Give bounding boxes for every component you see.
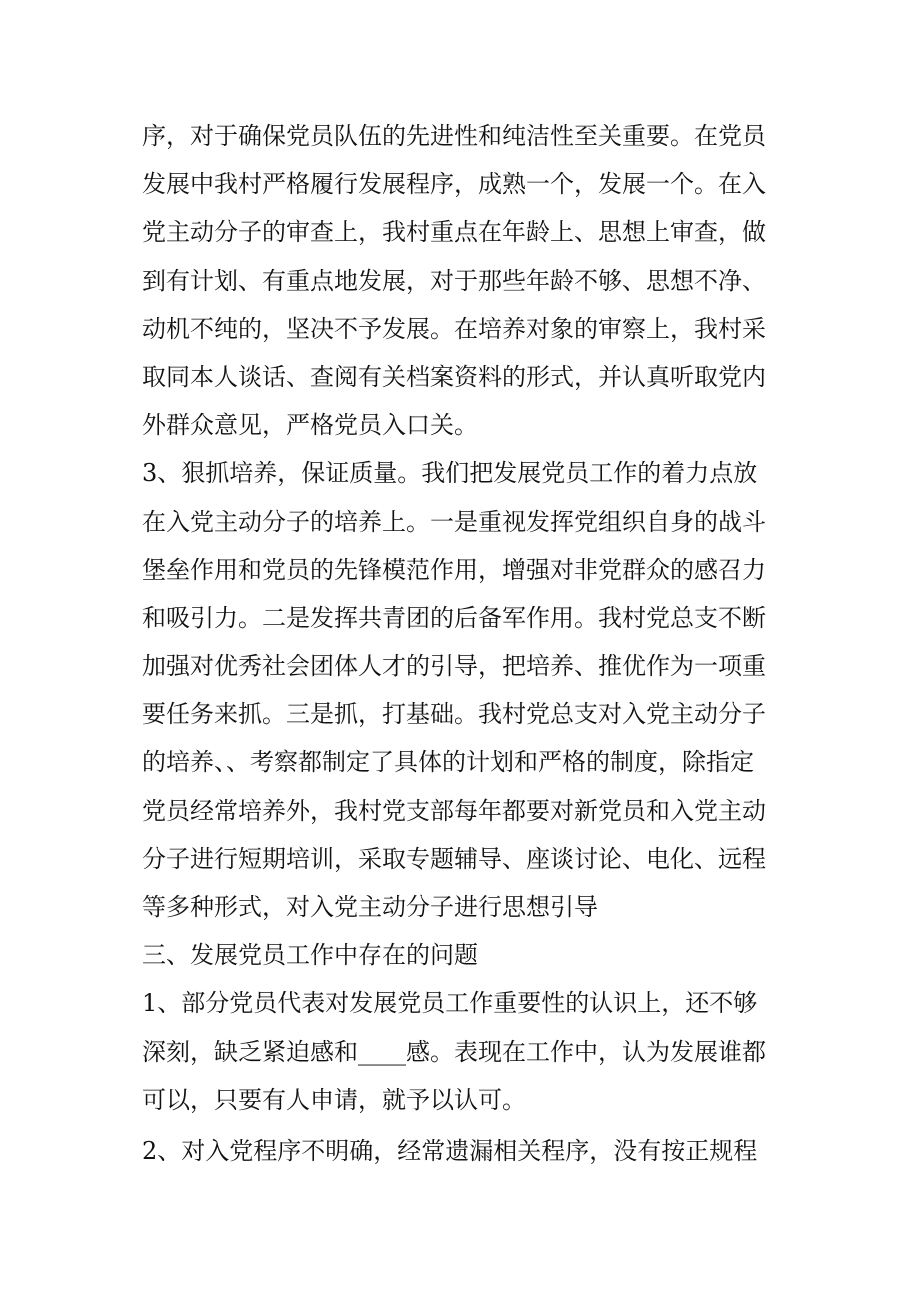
text-line: 堡垒作用和党员的先锋模范作用，增强对非党群众的感召力 <box>142 555 766 584</box>
text-line: 加强对优秀社会团体人才的引导，把培养、推优作为一项重 <box>142 652 766 681</box>
text-line: 和吸引力。二是发挥共青团的后备军作用。我村党总支不断 <box>142 603 766 632</box>
text-line: 3、狠抓培养，保证质量。我们把发展党员工作的着力点放 <box>142 459 758 488</box>
text-line: 外群众意见，严格党员入口关。 <box>142 411 478 440</box>
text-line: 序，对于确保党员队伍的先进性和纯洁性至关重要。在党员 <box>142 122 766 150</box>
section-heading: 三、发展党员工作中存在的问题 <box>142 941 478 970</box>
text-line: 动机不纯的，坚决不予发展。在培养对象的审察上，我村采 <box>142 314 766 343</box>
text-line: 到有计划、有重点地发展，对于那些年龄不够、思想不净、 <box>142 266 766 295</box>
text-line: 取同本人谈话、查阅有关档案资料的形式，并认真听取党内 <box>142 362 766 391</box>
text-line: 等多种形式，对入党主动分子进行思想引导 <box>142 893 598 921</box>
text-line: 在入党主动分子的培养上。一是重视发挥党组织自身的战斗 <box>142 507 766 536</box>
body-text <box>142 112 802 1175</box>
text-line: 深刻，缺乏紧迫感和____感。表现在工作中，认为发展谁都 <box>142 1037 766 1066</box>
text-line: 党员经常培养外，我村党支部每年都要对新党员和入党主动 <box>142 796 766 825</box>
text-line: 的培养、、考察都制定了具体的计划和严格的制度，除指定 <box>142 748 754 777</box>
text-line: 要任务来抓。三是抓，打基础。我村党总支对入党主动分子 <box>142 700 766 729</box>
text-line: 发展中我村严格履行发展程序，成熟一个，发展一个。在入 <box>142 170 766 199</box>
text-line: 党主动分子的审查上，我村重点在年龄上、思想上审查，做 <box>142 218 766 247</box>
text-line: 可以，只要有人申请，就予以认可。 <box>142 1085 526 1114</box>
text-line: 分子进行短期培训，采取专题辅导、座谈讨论、电化、远程 <box>142 844 766 873</box>
text-line: 1、部分党员代表对发展党员工作重要性的认识上，还不够 <box>142 989 758 1018</box>
text-line: 2、对入党程序不明确，经常遗漏相关程序，没有按正规程 <box>142 1136 758 1165</box>
